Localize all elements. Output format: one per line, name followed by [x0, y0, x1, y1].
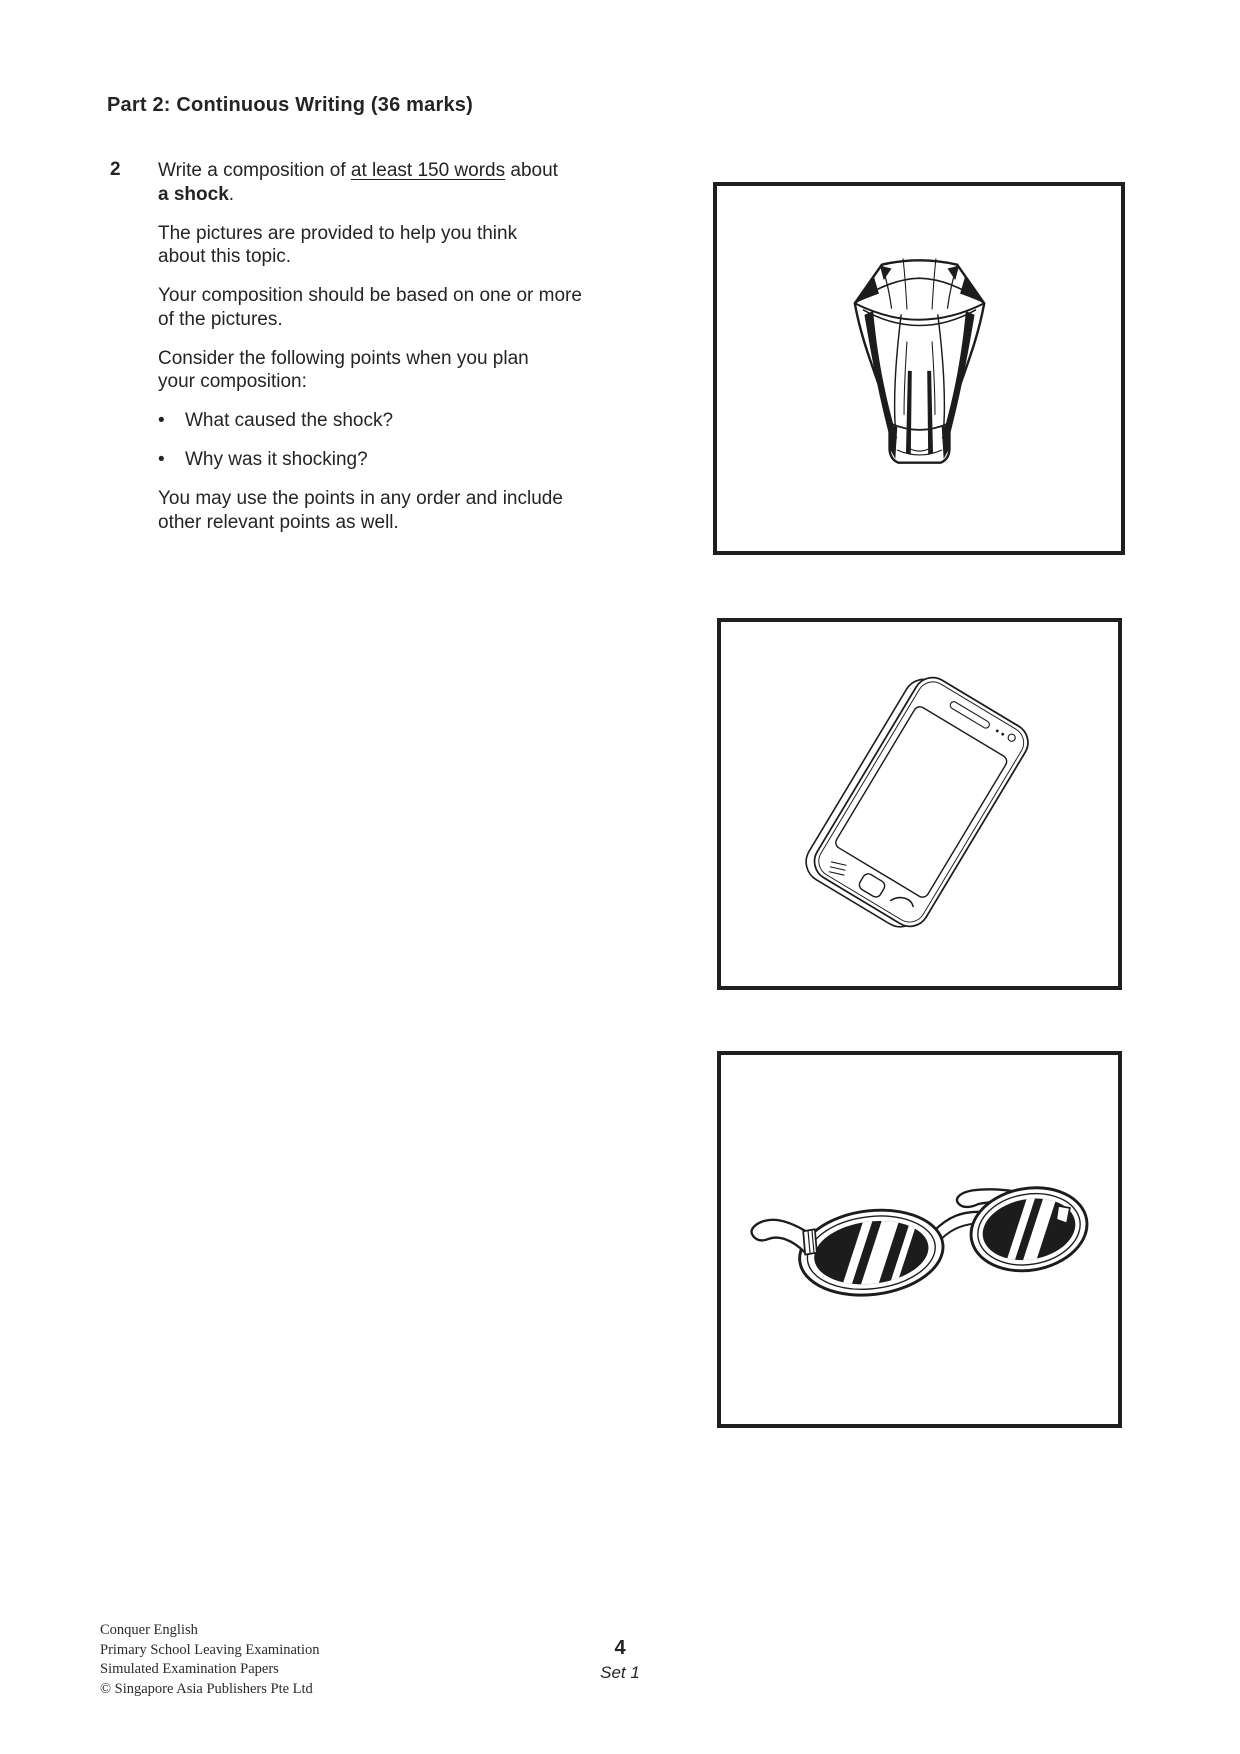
paragraph-line: about this topic. [158, 246, 292, 267]
bullet-text: What caused the shock? [185, 410, 394, 431]
page-footer-center [520, 1637, 720, 1683]
bullet-icon: • [158, 410, 165, 431]
closing-paragraph [158, 487, 582, 534]
question-line-2 [158, 183, 582, 207]
question-topic: a shock [158, 183, 229, 205]
question-number: 2 [110, 159, 121, 180]
sunglasses-icon [744, 1167, 1096, 1313]
bullet-item [158, 409, 582, 433]
paragraph-line: of the pictures. [158, 308, 283, 330]
bullet-item [158, 448, 582, 472]
picture-box-vase [713, 182, 1125, 555]
question-text-column [158, 159, 582, 534]
smartphone-icon [795, 669, 1045, 939]
paragraph-line: Consider the following points when you plan [158, 347, 529, 369]
paragraph-line: other relevant points as well. [158, 511, 399, 533]
paragraph [158, 222, 582, 269]
paragraph [158, 284, 582, 331]
bullet-icon: • [158, 449, 165, 470]
set-label: Set 1 [600, 1663, 640, 1682]
paragraph-line: You may use the points in any order and include [158, 488, 563, 509]
bullet-text: Why was it shocking? [185, 449, 368, 470]
imprint-line: © Singapore Asia Publishers Pte Ltd [100, 1680, 313, 1697]
imprint-line: Simulated Examination Papers [100, 1661, 279, 1677]
paragraph [158, 347, 582, 394]
question-line1-underlined: at least 150 words [350, 160, 506, 181]
question-topic-period: . [228, 183, 235, 205]
imprint-line: Conquer English [100, 1622, 198, 1638]
page-number: 4 [614, 1637, 626, 1659]
imprint-line: Primary School Leaving Examination [100, 1641, 320, 1658]
question-line1-prefix: Write a composition of [158, 160, 351, 181]
question-line1-suffix: about [505, 160, 558, 181]
page-title: Part 2: Continuous Writing (36 marks) [107, 94, 473, 116]
picture-box-sunglasses [717, 1051, 1122, 1428]
question-line-1 [158, 159, 582, 183]
publisher-imprint [100, 1621, 319, 1699]
vase-icon [847, 255, 992, 482]
paragraph-line: your composition: [158, 371, 307, 392]
picture-box-smartphone [717, 618, 1122, 990]
paragraph-line: The pictures are provided to help you think [158, 222, 518, 244]
paragraph-line: Your composition should be based on one or more [158, 285, 582, 306]
